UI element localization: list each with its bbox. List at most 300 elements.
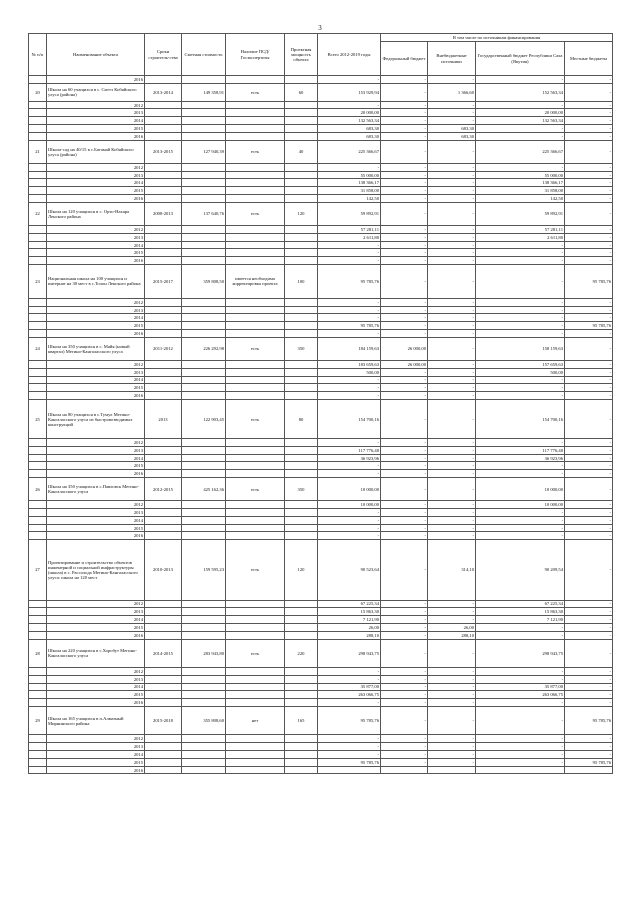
cell-term — [145, 454, 182, 462]
year-row — [29, 758, 613, 766]
year-row — [29, 233, 613, 241]
cell-psd — [226, 163, 285, 171]
cell-total: 683,30 — [318, 132, 381, 140]
cell-federal: - — [381, 101, 428, 109]
cell-cost — [182, 454, 226, 462]
cell-psd — [226, 298, 285, 306]
cell-year: 2013 — [47, 675, 145, 683]
cell-term — [145, 226, 182, 234]
cell-cost — [182, 195, 226, 203]
cell-extra: - — [428, 399, 476, 438]
cell-total: 26,00 — [318, 623, 381, 631]
year-row — [29, 462, 613, 470]
cell-psd — [226, 470, 285, 478]
cell-year: 2013 — [47, 109, 145, 117]
cell-name: Школа на 350 учащихся в с.Павловск Мегино-Кангаласского улуса — [47, 478, 145, 501]
cell-capacity — [285, 668, 318, 676]
cell-total: 298 943,75 — [318, 639, 381, 668]
cell-extra: - — [428, 171, 476, 179]
cell-cost: 127 940,39 — [182, 140, 226, 163]
cell-total: - — [318, 330, 381, 338]
cell-capacity — [285, 600, 318, 608]
cell-psd — [226, 125, 285, 133]
cell-federal: - — [381, 691, 428, 699]
cell-capacity — [285, 241, 318, 249]
cell-federal: - — [381, 226, 428, 234]
cell-total: - — [318, 257, 381, 265]
cell-local: - — [565, 540, 613, 600]
cell-psd: нет — [226, 706, 285, 735]
cell-psd — [226, 758, 285, 766]
cell-capacity: 100 — [285, 265, 318, 299]
cell-state: - — [476, 249, 565, 257]
cell-cost: 359 808,50 — [182, 265, 226, 299]
cell-num — [29, 631, 47, 639]
cell-extra: - — [428, 524, 476, 532]
year-row — [29, 101, 613, 109]
cell-psd — [226, 314, 285, 322]
cell-num — [29, 241, 47, 249]
cell-cost — [182, 101, 226, 109]
cell-num — [29, 195, 47, 203]
cell-state: - — [476, 462, 565, 470]
cell-cost — [182, 226, 226, 234]
cell-psd: имеется необходима корректировка проекта — [226, 265, 285, 299]
cell-state: 298 943,75 — [476, 639, 565, 668]
cell-extra: - — [428, 454, 476, 462]
cell-psd — [226, 616, 285, 624]
cell-local: - — [565, 76, 613, 84]
cell-year: 2012 — [47, 600, 145, 608]
cell-year: 2016 — [47, 631, 145, 639]
cell-total: 117 776,40 — [318, 446, 381, 454]
cell-cost — [182, 524, 226, 532]
cell-total: 36 923,96 — [318, 454, 381, 462]
cell-year: 2014 — [47, 117, 145, 125]
cell-extra: - — [428, 532, 476, 540]
cell-total: - — [318, 751, 381, 759]
cell-psd — [226, 735, 285, 743]
cell-num: 27 — [29, 540, 47, 600]
cell-extra: - — [428, 683, 476, 691]
cell-extra: - — [428, 257, 476, 265]
cell-cost — [182, 735, 226, 743]
cell-total: 35 877,00 — [318, 683, 381, 691]
cell-local: - — [565, 631, 613, 639]
cell-local: - — [565, 399, 613, 438]
cell-local: - — [565, 623, 613, 631]
year-row — [29, 735, 613, 743]
cell-year: 2012 — [47, 735, 145, 743]
cell-num — [29, 163, 47, 171]
cell-term — [145, 691, 182, 699]
cell-num — [29, 501, 47, 509]
cell-term — [145, 101, 182, 109]
cell-capacity — [285, 516, 318, 524]
cell-cost — [182, 675, 226, 683]
cell-capacity — [285, 330, 318, 338]
cell-psd — [226, 132, 285, 140]
cell-total: - — [318, 76, 381, 84]
cell-state — [476, 766, 565, 774]
cell-num — [29, 384, 47, 392]
cell-year: 2012 — [47, 163, 145, 171]
year-row — [29, 516, 613, 524]
year-row — [29, 171, 613, 179]
cell-cost — [182, 608, 226, 616]
cell-federal: - — [381, 249, 428, 257]
cell-psd — [226, 179, 285, 187]
cell-term: 2015-2018 — [145, 706, 182, 735]
cell-extra: - — [428, 509, 476, 517]
cell-name: Школа на 220 учащихся в с.Хоробут Мегино-Кангаласского улуса — [47, 639, 145, 668]
cell-extra: - — [428, 368, 476, 376]
cell-capacity — [285, 101, 318, 109]
cell-state: - — [476, 125, 565, 133]
table-body — [29, 76, 613, 774]
cell-local: - — [565, 524, 613, 532]
cell-term — [145, 322, 182, 330]
cell-capacity — [285, 608, 318, 616]
cell-cost — [182, 322, 226, 330]
cell-local — [565, 766, 613, 774]
cell-capacity — [285, 699, 318, 707]
cell-extra: - — [428, 462, 476, 470]
cell-extra: - — [428, 758, 476, 766]
year-row — [29, 743, 613, 751]
cell-local: - — [565, 516, 613, 524]
cell-state: - — [476, 101, 565, 109]
cell-state: 10 000,00 — [476, 501, 565, 509]
cell-term — [145, 171, 182, 179]
cell-cost — [182, 306, 226, 314]
cell-extra: - — [428, 516, 476, 524]
cell-cost: 159 595,23 — [182, 540, 226, 600]
cell-total: - — [318, 699, 381, 707]
cell-local: - — [565, 600, 613, 608]
cell-federal: - — [381, 454, 428, 462]
cell-cost — [182, 766, 226, 774]
cell-cost — [182, 187, 226, 195]
cell-psd — [226, 241, 285, 249]
year-row — [29, 532, 613, 540]
cell-cost — [182, 683, 226, 691]
cell-federal: - — [381, 751, 428, 759]
cell-state: 132 563,34 — [476, 117, 565, 125]
year-row — [29, 109, 613, 117]
cell-cost — [182, 623, 226, 631]
cell-num — [29, 233, 47, 241]
year-row — [29, 368, 613, 376]
cell-cost — [182, 249, 226, 257]
cell-extra: - — [428, 501, 476, 509]
cell-state: - — [476, 163, 565, 171]
year-row — [29, 691, 613, 699]
cell-federal: - — [381, 706, 428, 735]
cell-psd — [226, 322, 285, 330]
cell-state: 263 066,75 — [476, 691, 565, 699]
cell-num — [29, 298, 47, 306]
cell-total: - — [318, 532, 381, 540]
cell-extra: - — [428, 337, 476, 360]
header-total: Всего 2012-2019 годы — [318, 34, 381, 76]
object-row — [29, 540, 613, 600]
cell-num: 20 — [29, 83, 47, 101]
cell-extra: - — [428, 735, 476, 743]
cell-federal: - — [381, 699, 428, 707]
cell-num — [29, 330, 47, 338]
cell-psd — [226, 743, 285, 751]
cell-federal: - — [381, 241, 428, 249]
cell-state: 57 281,11 — [476, 226, 565, 234]
year-row — [29, 226, 613, 234]
cell-extra: - — [428, 751, 476, 759]
cell-total: - — [318, 524, 381, 532]
cell-federal: - — [381, 399, 428, 438]
cell-total: 154 700,16 — [318, 399, 381, 438]
cell-year: 2013 — [47, 171, 145, 179]
cell-capacity — [285, 446, 318, 454]
cell-capacity — [285, 226, 318, 234]
cell-federal: - — [381, 439, 428, 447]
cell-cost — [182, 751, 226, 759]
cell-total: - — [318, 249, 381, 257]
year-row — [29, 179, 613, 187]
cell-extra: 288,10 — [428, 631, 476, 639]
cell-total: 10 000,00 — [318, 478, 381, 501]
cell-local: - — [565, 509, 613, 517]
cell-term — [145, 608, 182, 616]
cell-local: - — [565, 187, 613, 195]
year-row — [29, 668, 613, 676]
cell-state: 225 366,67 — [476, 140, 565, 163]
cell-cost — [182, 516, 226, 524]
cell-year: 2015 — [47, 758, 145, 766]
year-row — [29, 330, 613, 338]
cell-psd — [226, 439, 285, 447]
cell-term: 2013 — [145, 399, 182, 438]
cell-capacity — [285, 501, 318, 509]
cell-extra: - — [428, 140, 476, 163]
cell-extra: 683,30 — [428, 125, 476, 133]
cell-num — [29, 675, 47, 683]
cell-capacity — [285, 532, 318, 540]
cell-federal: - — [381, 462, 428, 470]
cell-num — [29, 187, 47, 195]
cell-term — [145, 392, 182, 400]
cell-term — [145, 501, 182, 509]
cell-psd — [226, 233, 285, 241]
cell-federal: - — [381, 322, 428, 330]
cell-num — [29, 132, 47, 140]
cell-federal: - — [381, 532, 428, 540]
cell-state: 10 000,00 — [476, 478, 565, 501]
year-row — [29, 187, 613, 195]
cell-local: - — [565, 446, 613, 454]
cell-year: 2012 — [47, 501, 145, 509]
cell-cost — [182, 600, 226, 608]
cell-cost: 425 162,36 — [182, 478, 226, 501]
cell-psd — [226, 683, 285, 691]
cell-local: - — [565, 376, 613, 384]
cell-term — [145, 109, 182, 117]
cell-extra: - — [428, 439, 476, 447]
cell-num — [29, 616, 47, 624]
cell-capacity — [285, 257, 318, 265]
cell-num — [29, 439, 47, 447]
cell-capacity — [285, 470, 318, 478]
cell-federal: - — [381, 509, 428, 517]
cell-num — [29, 125, 47, 133]
cell-federal: - — [381, 265, 428, 299]
cell-capacity — [285, 109, 318, 117]
cell-name: Школа на 120 учащихся в с. Орто-Нахара Ленского района — [47, 202, 145, 225]
cell-num — [29, 314, 47, 322]
cell-state: 500,00 — [476, 368, 565, 376]
cell-year: 2015 — [47, 691, 145, 699]
cell-capacity — [285, 675, 318, 683]
cell-cost — [182, 368, 226, 376]
cell-cost — [182, 668, 226, 676]
header-row-top — [29, 34, 613, 42]
cell-year: 2016 — [47, 195, 145, 203]
cell-total: 288,10 — [318, 631, 381, 639]
cell-capacity: 120 — [285, 540, 318, 600]
cell-cost — [182, 501, 226, 509]
cell-total: 138 366,17 — [318, 179, 381, 187]
cell-capacity — [285, 163, 318, 171]
cell-year: 2012 — [47, 668, 145, 676]
year-row — [29, 257, 613, 265]
cell-cost — [182, 376, 226, 384]
cell-state: 7 121,90 — [476, 616, 565, 624]
header-num: № п/п — [29, 34, 47, 76]
cell-extra: - — [428, 675, 476, 683]
cell-state: 31 858,00 — [476, 187, 565, 195]
cell-total — [318, 766, 381, 774]
cell-federal: - — [381, 125, 428, 133]
object-row — [29, 399, 613, 438]
cell-extra: - — [428, 360, 476, 368]
cell-extra: - — [428, 743, 476, 751]
cell-extra: - — [428, 241, 476, 249]
cell-num — [29, 509, 47, 517]
cell-local: - — [565, 171, 613, 179]
cell-num — [29, 376, 47, 384]
cell-psd — [226, 195, 285, 203]
year-row — [29, 322, 613, 330]
cell-extra: - — [428, 600, 476, 608]
cell-local: - — [565, 392, 613, 400]
cell-term — [145, 675, 182, 683]
cell-total: - — [318, 470, 381, 478]
cell-local: - — [565, 368, 613, 376]
cell-federal: - — [381, 384, 428, 392]
cell-state: - — [476, 392, 565, 400]
cell-name: Школа на 165 учащихся в п.Алмазный Мирнинского района — [47, 706, 145, 735]
cell-federal: - — [381, 639, 428, 668]
cell-federal: - — [381, 195, 428, 203]
cell-local: - — [565, 639, 613, 668]
cell-federal: - — [381, 109, 428, 117]
cell-year: 2016 — [47, 392, 145, 400]
year-row — [29, 298, 613, 306]
cell-num: 22 — [29, 202, 47, 225]
cell-local: - — [565, 257, 613, 265]
cell-federal: - — [381, 171, 428, 179]
cell-capacity — [285, 743, 318, 751]
cell-num — [29, 608, 47, 616]
cell-federal: - — [381, 600, 428, 608]
cell-extra: - — [428, 691, 476, 699]
year-row — [29, 306, 613, 314]
cell-cost — [182, 532, 226, 540]
cell-total: - — [318, 101, 381, 109]
cell-psd — [226, 171, 285, 179]
cell-term — [145, 298, 182, 306]
cell-year: 2013 — [47, 368, 145, 376]
cell-total: - — [318, 376, 381, 384]
cell-cost — [182, 631, 226, 639]
cell-year: 2014 — [47, 241, 145, 249]
cell-state: - — [476, 314, 565, 322]
cell-federal: - — [381, 83, 428, 101]
cell-term: 2012-2015 — [145, 478, 182, 501]
cell-total: - — [318, 384, 381, 392]
cell-total: 184 159,63 — [318, 337, 381, 360]
year-row — [29, 509, 613, 517]
cell-extra: - — [428, 306, 476, 314]
cell-year: 2014 — [47, 516, 145, 524]
cell-year: 2015 — [47, 462, 145, 470]
cell-psd — [226, 257, 285, 265]
cell-capacity — [285, 195, 318, 203]
cell-extra: - — [428, 470, 476, 478]
cell-psd: есть — [226, 83, 285, 101]
cell-federal: - — [381, 257, 428, 265]
year-row — [29, 360, 613, 368]
cell-num — [29, 257, 47, 265]
cell-federal: - — [381, 376, 428, 384]
cell-local: - — [565, 360, 613, 368]
cell-capacity — [285, 249, 318, 257]
cell-state: - — [476, 631, 565, 639]
cell-year: 2014 — [47, 751, 145, 759]
cell-cost: 137 640,76 — [182, 202, 226, 225]
cell-num — [29, 454, 47, 462]
cell-extra: - — [428, 446, 476, 454]
cell-total: 500,00 — [318, 368, 381, 376]
cell-total: - — [318, 735, 381, 743]
cell-capacity: 120 — [285, 202, 318, 225]
cell-num: 24 — [29, 337, 47, 360]
cell-local: - — [565, 226, 613, 234]
cell-state: - — [476, 330, 565, 338]
cell-term — [145, 668, 182, 676]
cell-num — [29, 306, 47, 314]
cell-term — [145, 439, 182, 447]
cell-term — [145, 233, 182, 241]
year-row — [29, 163, 613, 171]
cell-state: - — [476, 675, 565, 683]
cell-extra: - — [428, 699, 476, 707]
cell-capacity: 350 — [285, 337, 318, 360]
year-row — [29, 314, 613, 322]
cell-term — [145, 241, 182, 249]
cell-federal: 26 000,00 — [381, 337, 428, 360]
cell-extra: - — [428, 265, 476, 299]
cell-total: - — [318, 439, 381, 447]
